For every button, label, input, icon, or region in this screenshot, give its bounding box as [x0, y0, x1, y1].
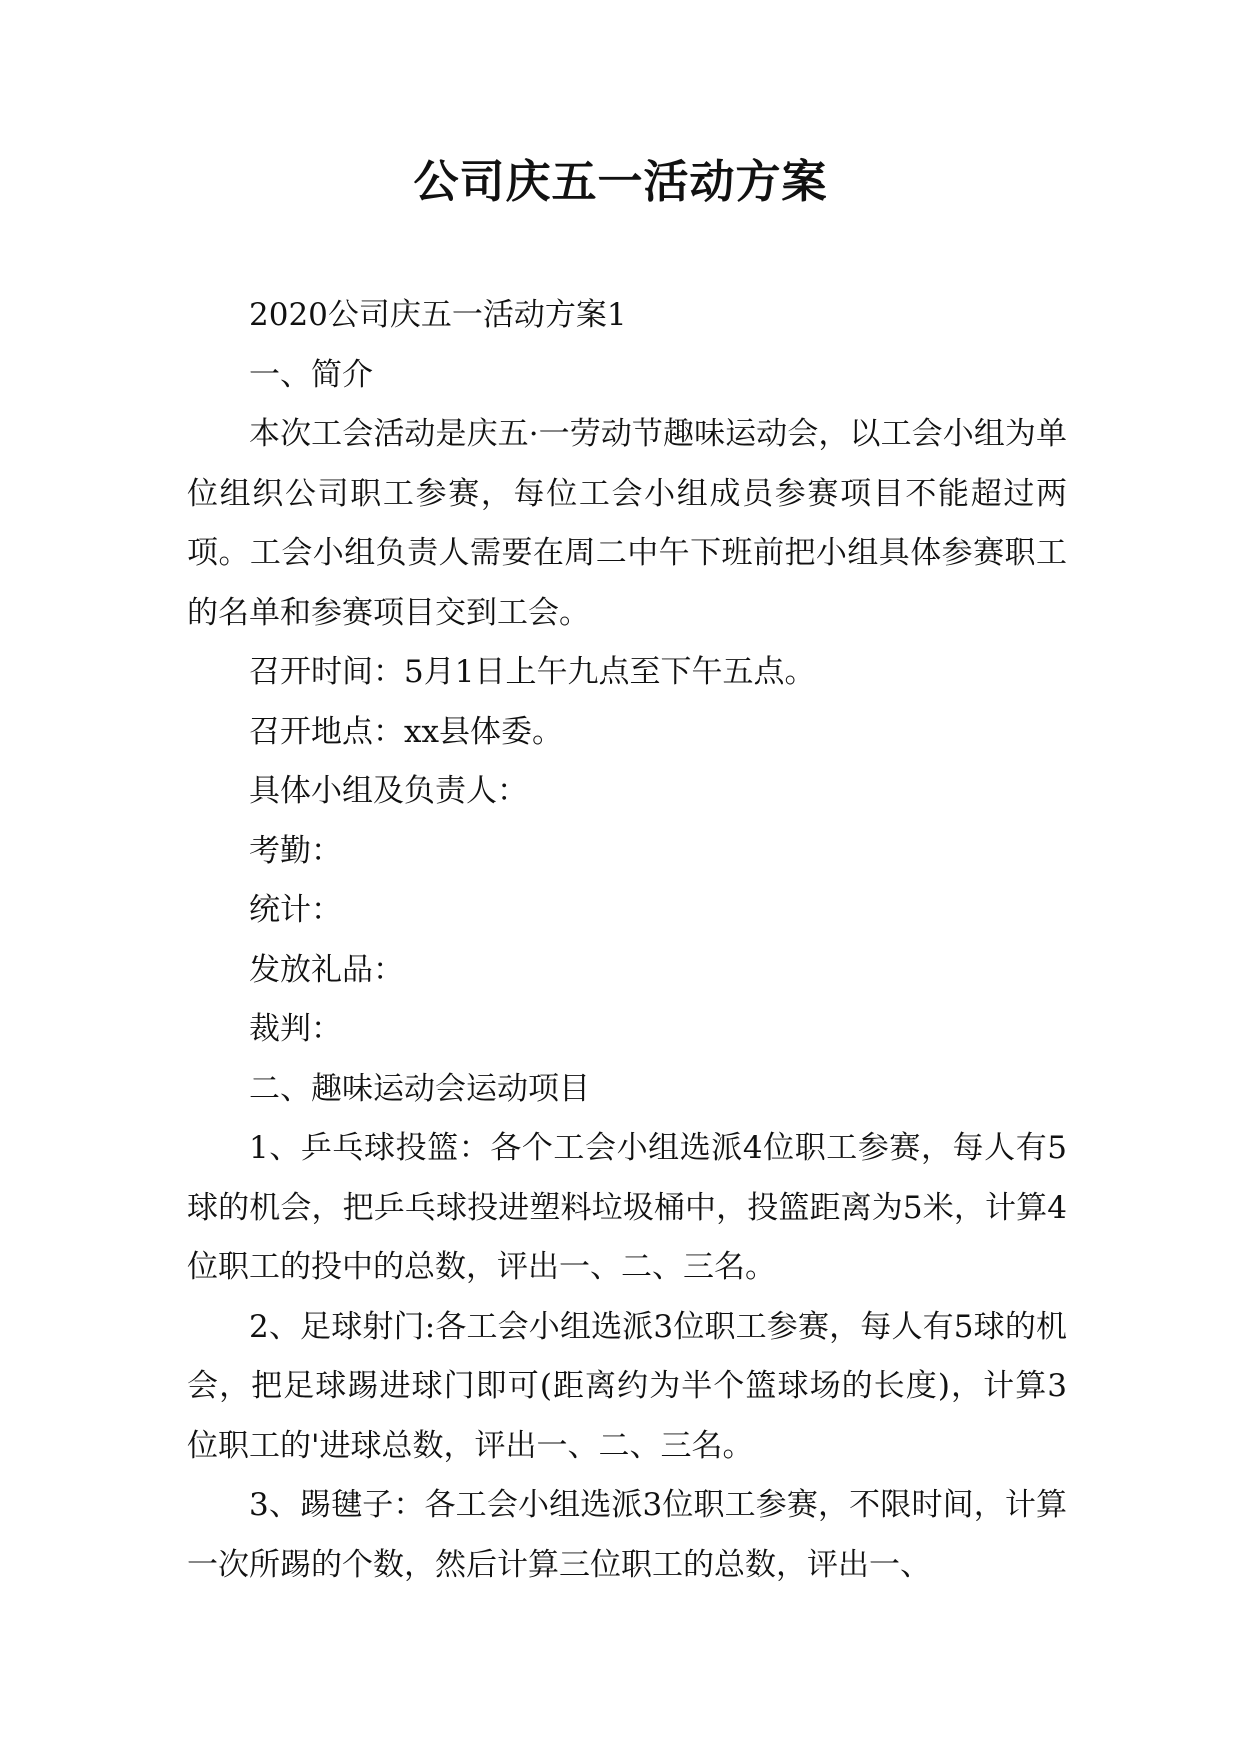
paragraph-location: 召开地点：xx县体委。: [249, 713, 563, 750]
section-heading-intro: 一、简介: [249, 356, 373, 393]
paragraph-referee: 裁判：: [249, 1011, 342, 1047]
paragraph-attendance: 考勤：: [249, 832, 342, 869]
paragraph-event-2: 2、足球射门:各工会小组选派3位职工参赛，每人有5球的机会，把足球踢进球门即可(距离约为半个篮球场的长度)，计算3位职工的'进球总数，评出一、二、三名。: [187, 1308, 1067, 1464]
paragraph-event-3: 3、踢毽子：各工会小组选派3位职工参赛，不限时间，计算一次所踢的个数，然后计算三位职工的总数，评出一、: [187, 1487, 1067, 1583]
paragraph-event-1: 1、乒乓球投篮：各个工会小组选派4位职工参赛，每人有5球的机会，把乒乓球投进塑料垃圾桶中，投篮距离为5米，计算4位职工的投中的总数，评出一、二、三名。: [187, 1130, 1067, 1285]
paragraph-intro: 本次工会活动是庆五·一劳动节趣味运动会，以工会小组为单位组织公司职工参赛，每位工会小组成员参赛项目不能超过两项。工会小组负责人需要在周二中午下班前把小组具体参赛职工的名单和参赛项目交到工会。: [187, 416, 1067, 631]
paragraph-statistics: 统计：: [249, 892, 342, 928]
paragraph-groups: 具体小组及负责人：: [249, 773, 528, 809]
paragraph-time: 召开时间：5月1日上午九点至下午五点。: [249, 654, 816, 690]
paragraph-gifts: 发放礼品：: [249, 951, 404, 988]
paragraph-heading: 2020公司庆五一活动方案1: [249, 297, 627, 333]
document-body: [187, 286, 1067, 1595]
section-heading-events: 二、趣味运动会运动项目: [249, 1070, 590, 1107]
document-title: 公司庆五一活动方案: [413, 155, 828, 208]
